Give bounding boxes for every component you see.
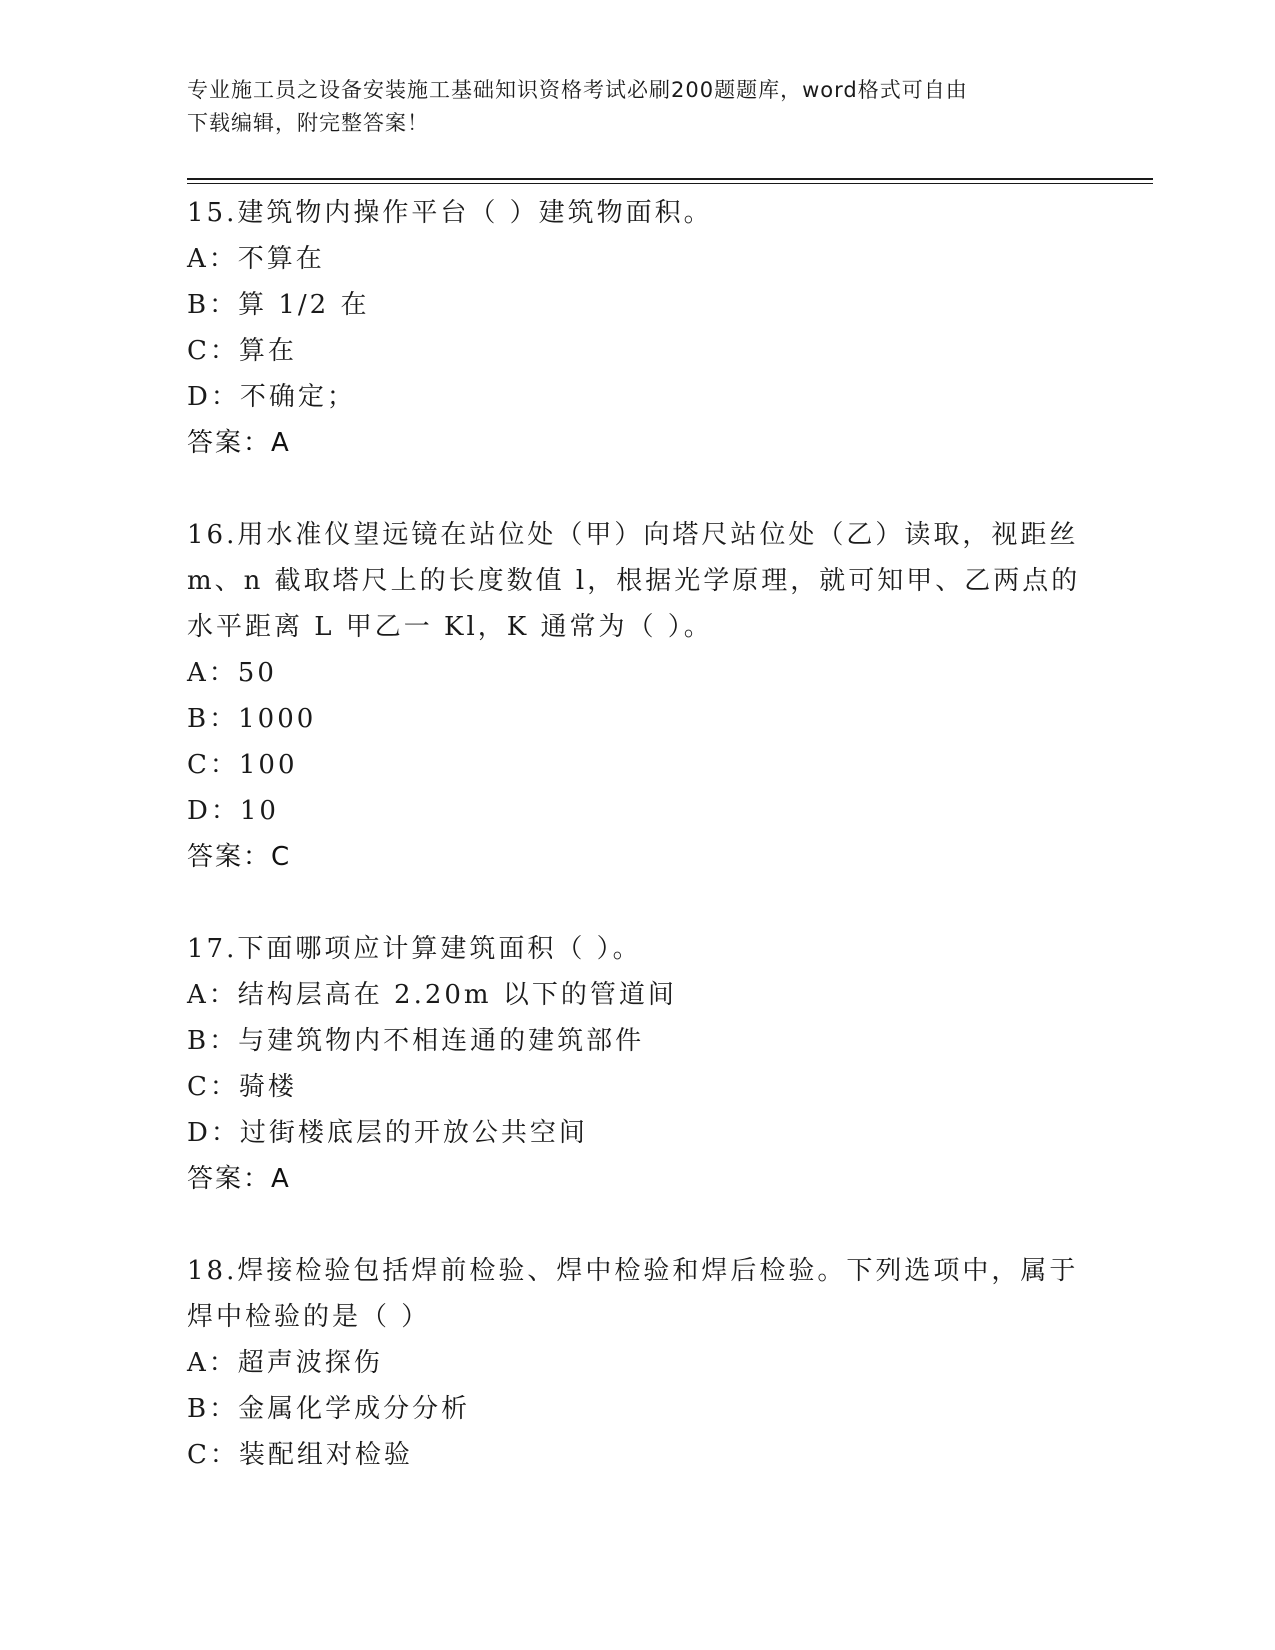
option-a: A：不算在 — [187, 244, 325, 274]
header-line-2: 下载编辑，附完整答案！ — [187, 111, 429, 135]
question-17 — [187, 926, 1087, 1202]
answer-line: 答案：A — [187, 1164, 291, 1194]
header-divider-thick — [187, 178, 1153, 180]
option-a: A：结构层高在 2.20m 以下的管道间 — [187, 980, 677, 1010]
question-stem: 15.建筑物内操作平台（ ）建筑物面积。 — [187, 198, 713, 228]
option-c: C：算在 — [187, 336, 297, 366]
question-16 — [187, 512, 1087, 880]
option-d: D：过街楼底层的开放公共空间 — [187, 1118, 588, 1148]
document-header — [187, 74, 1067, 140]
option-b: B：算 1/2 在 — [187, 290, 370, 320]
option-b: B：金属化学成分分析 — [187, 1394, 471, 1424]
option-c: C：骑楼 — [187, 1072, 297, 1102]
question-list — [187, 190, 1087, 1478]
option-d: D：不确定； — [187, 382, 356, 412]
header-line-1: 专业施工员之设备安装施工基础知识资格考试必刷200题题库，word格式可自由 — [187, 78, 968, 102]
option-a: A：50 — [187, 658, 277, 688]
question-15 — [187, 190, 1087, 466]
spacer — [187, 1202, 1087, 1248]
question-stem-line-2: 焊中检验的是（ ） — [187, 1302, 431, 1332]
answer-line: 答案：C — [187, 842, 292, 872]
spacer — [187, 466, 1087, 512]
question-stem: 17.下面哪项应计算建筑面积（ ）。 — [187, 934, 642, 964]
option-a: A：超声波探伤 — [187, 1348, 383, 1378]
option-c: C：装配组对检验 — [187, 1440, 413, 1470]
question-18 — [187, 1248, 1087, 1478]
spacer — [187, 880, 1087, 926]
option-c: C：100 — [187, 750, 298, 780]
answer-line: 答案：A — [187, 428, 291, 458]
question-stem-line-1: 16.用水准仪望远镜在站位处（甲）向塔尺站位处（乙）读取，视距丝 — [187, 520, 1079, 550]
question-stem-line-2: m、n 截取塔尺上的长度数值 l，根据光学原理，就可知甲、乙两点的 — [187, 566, 1081, 596]
option-b: B：1000 — [187, 704, 317, 734]
option-d: D：10 — [187, 796, 279, 826]
question-stem-line-1: 18.焊接检验包括焊前检验、焊中检验和焊后检验。下列选项中，属于 — [187, 1256, 1079, 1286]
question-stem-line-3: 水平距离 L 甲乙一 Kl，K 通常为（ ）。 — [187, 612, 713, 642]
option-b: B：与建筑物内不相连通的建筑部件 — [187, 1026, 645, 1056]
header-divider-thin — [187, 183, 1153, 184]
